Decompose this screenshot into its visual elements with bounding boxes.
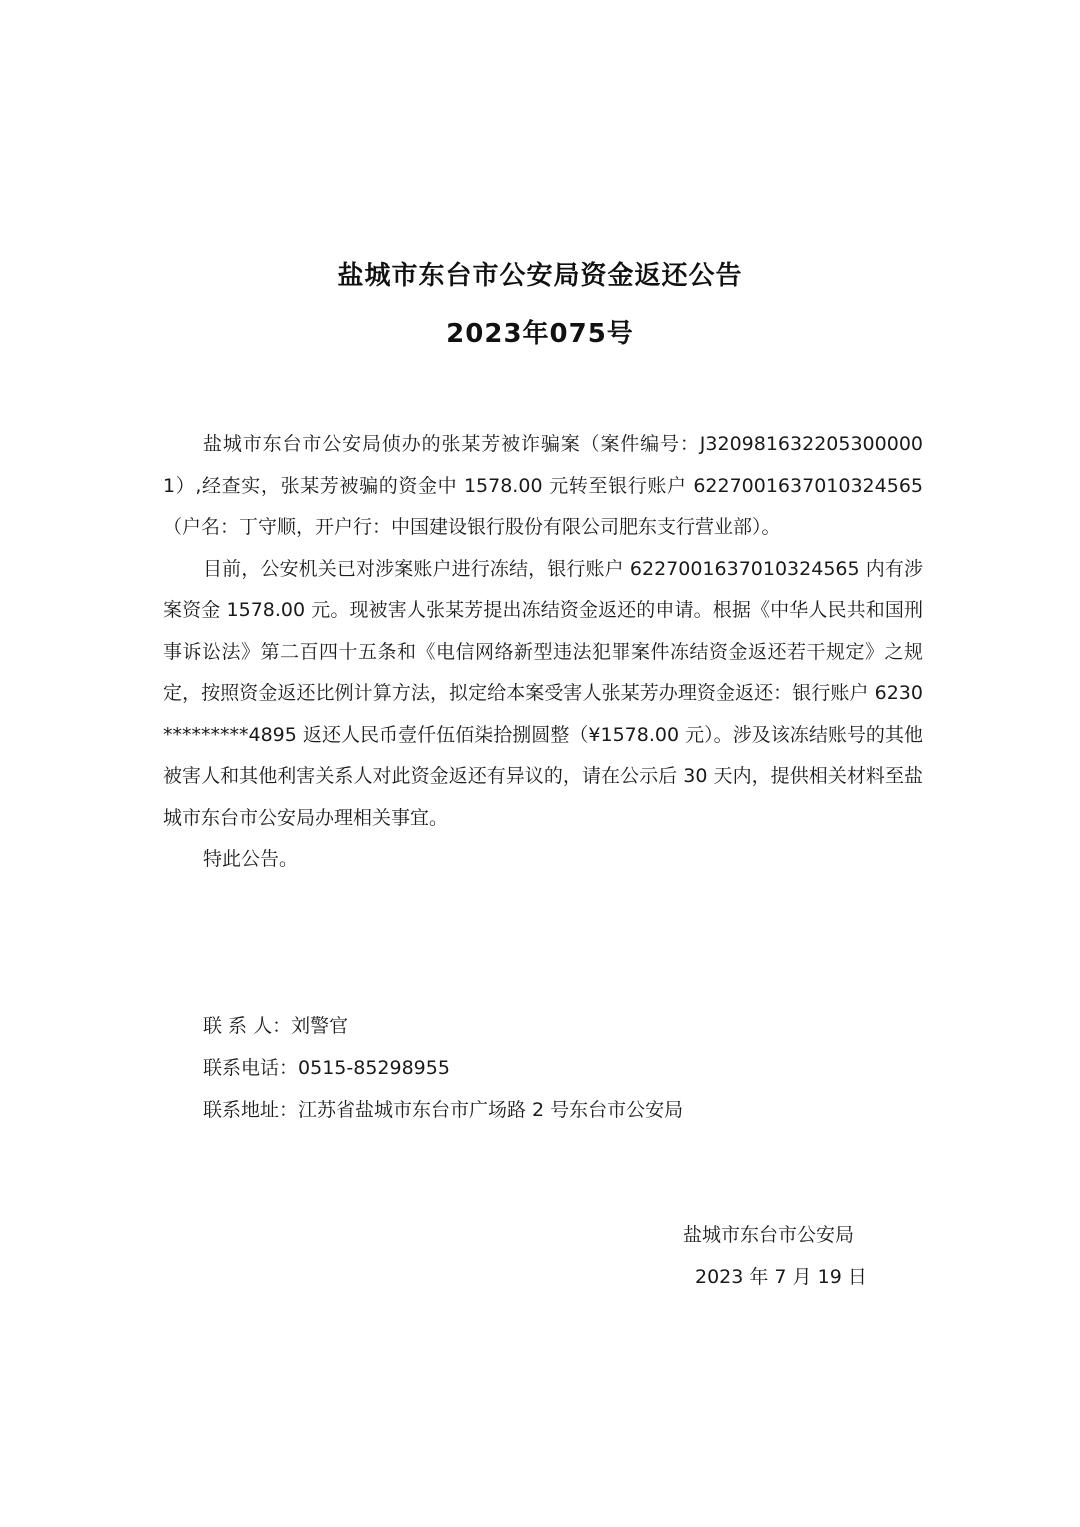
notice-title: 盐城市东台市公安局资金返还公告: [337, 261, 743, 291]
contact-phone-value: 0515-85298955: [298, 1057, 450, 1079]
contact-phone-label: 联系电话：: [203, 1057, 299, 1079]
contact-person-value: 刘警官: [291, 1015, 349, 1037]
contact-address-value: 江苏省盐城市东台市广场路 2 号东台市公安局: [298, 1099, 684, 1121]
body-paragraph-closing: 特此公告。: [203, 848, 299, 870]
contact-person-line: [203, 1006, 348, 1047]
body-paragraph-return: 目前，公安机关已对涉案账户进行冻结，银行账户 6227001637010324565 内有涉案资金 1578.00 元。现被害人张某芳提出冻结资金返还的申请。根据《中华人民共和国刑事诉讼法》第二百四十五条和《电信网络新型违法犯罪案件冻结资金返还若干规定》之规定，按照资金返还比例计算方法，拟定给本案受害人张某芳办理资金返还：银行账户 6230*********4895 返还人民币壹仟伍佰柒拾捌圆整（¥1578.00 元）。涉及该冻结账号的其他被害人和其他利害关系人对此资金返还有异议的，请在公示后 30 天内，提供相关材料至盐城市东台市公安局办理相关事宜。: [163, 557, 923, 829]
notice-body: [163, 424, 923, 881]
contact-person-label: 联 系 人：: [203, 1015, 292, 1037]
signature-date: 2023 年 7 月 19 日: [695, 1266, 867, 1288]
contact-address-line: [203, 1090, 683, 1131]
body-paragraph-case: 盐城市东台市公安局侦办的张某芳被诈骗案（案件编号：J3209816322053000001）,经查实，张某芳被骗的资金中 1578.00 元转至银行账户 6227001637010324565（户名：丁守顺，开户行：中国建设银行股份有限公司肥东支行营业部）。: [163, 433, 923, 538]
contact-address-label: 联系地址：: [203, 1099, 299, 1121]
contact-phone-line: [203, 1048, 450, 1089]
signature-org: 盐城市东台市公安局: [683, 1224, 855, 1246]
notice-number: 2023年075号: [446, 319, 634, 349]
